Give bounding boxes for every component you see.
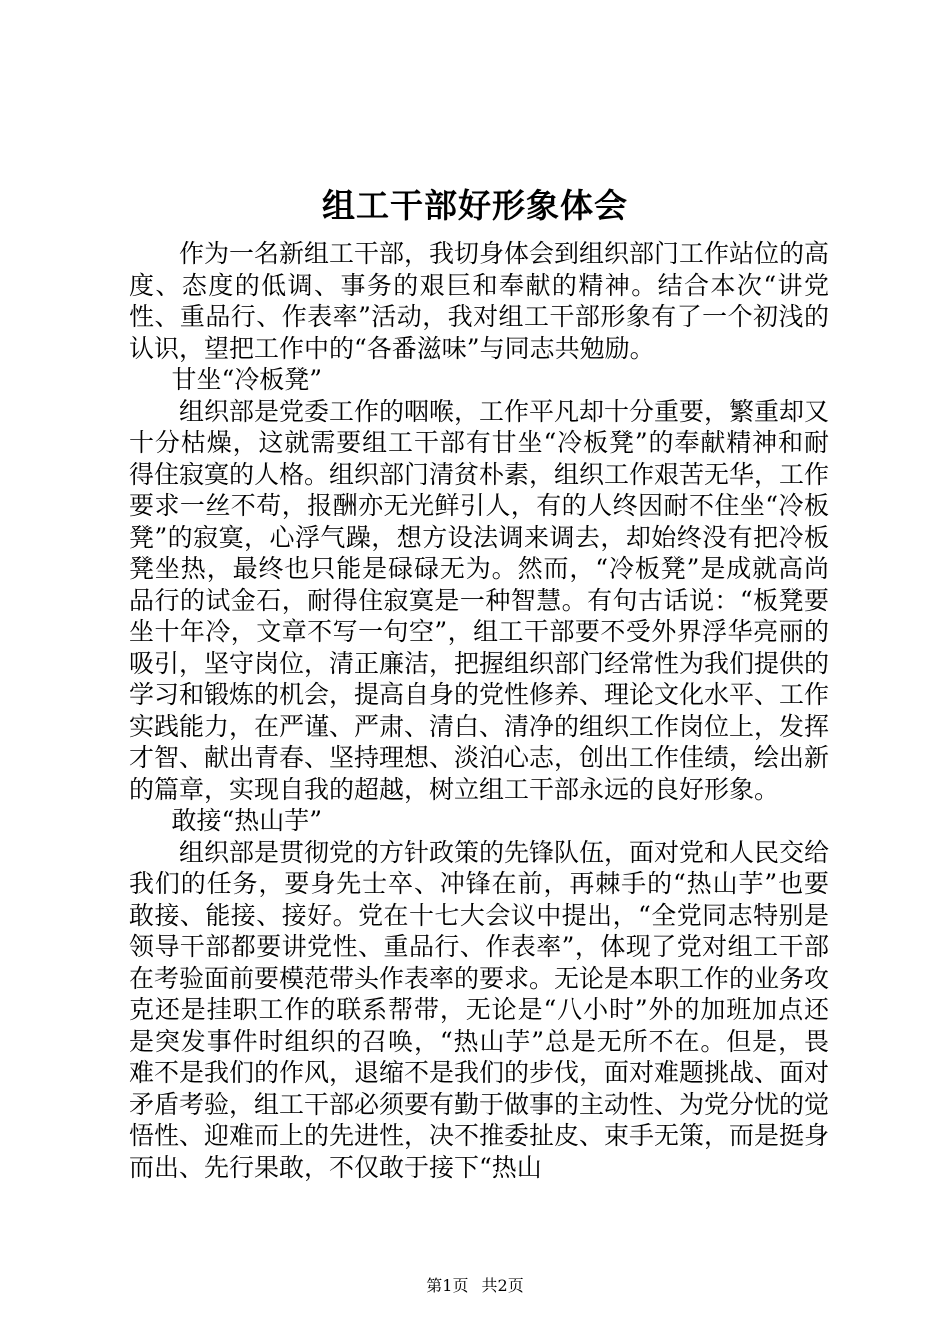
document-title: 组工干部好形象体会 [322,186,628,225]
cold-bench-paragraph: 组织部是党委工作的咽喉，工作平凡却十分重要，繁重却又十分枯燥，这就需要组工干部有甘坐“冷板凳”的奉献精神和耐得住寂寞的人格。组织部门清贫朴素，组织工作艰苦无华，工作要求一丝不苟，报酬亦无光鲜引人，有的人终因耐不住坐“冷板凳”的寂寞，心浮气躁，想方设法调来调去，却始终没有把冷板凳坐热，最终也只能是碌碌无为。然而，“冷板凳”是成就高尚品行的试金石，耐得住寂寞是一种智慧。有句古话说：“板凳要坐十年冷，文章不写一句空”，组工干部要不受外界浮华亮丽的吸引，坚守岗位，清正廉洁，把握组织部门经常性为我们提供的学习和锻炼的机会，提高自身的党性修养、理论文化水平、工作实践能力，在严谨、严肃、清白、清净的组织工作岗位上，发挥才智、献出青春、坚持理想、淡泊心志，创出工作佳绩，绘出新的篇章，实现自我的超越，树立组工干部永远的良好形象。 [129,396,830,804]
page-number: 第1页 [426,1276,469,1295]
hot-potato-paragraph: 组织部是贯彻党的方针政策的先锋队伍，面对党和人民交给我们的任务，要身先士卒、冲锋在前，再棘手的“热山芋”也要敢接、能接、接好。党在十七大会议中提出，“全党同志特别是领导干部都要讲党性、重品行、作表率”，体现了党对组工干部在考验面前要模范带头作表率的要求。无论是本职工作的业务攻克还是挂职工作的联系帮带，无论是“八小时”外的加班加点还是突发事件时组织的召唤，“热山芋”总是无所不在。但是，畏难不是我们的作风，退缩不是我们的步伐，面对难题挑战、面对矛盾考验，组工干部必须要有勤于做事的主动性、为党分忧的觉悟性、迎难而上的先进性，决不推委扯皮、束手无策，而是挺身而出、先行果敢，不仅敢于接下“热山 [129,837,830,1182]
page-footer [0,1276,950,1296]
intro-paragraph: 作为一名新组工干部，我切身体会到组织部门工作站位的高度、态度的低调、事务的艰巨和奉献的精神。结合本次“讲党性、重品行、作表率”活动，我对组工干部形象有了一个初浅的认识，望把工作中的“各番滋味”与同志共勉励。 [129,239,830,363]
page-count: 共2页 [481,1276,524,1295]
section-heading-cold-bench: 甘坐“冷板凳” [171,365,323,394]
section-heading-hot-potato: 敢接“热山芋” [171,806,323,835]
document-body [129,238,829,1183]
